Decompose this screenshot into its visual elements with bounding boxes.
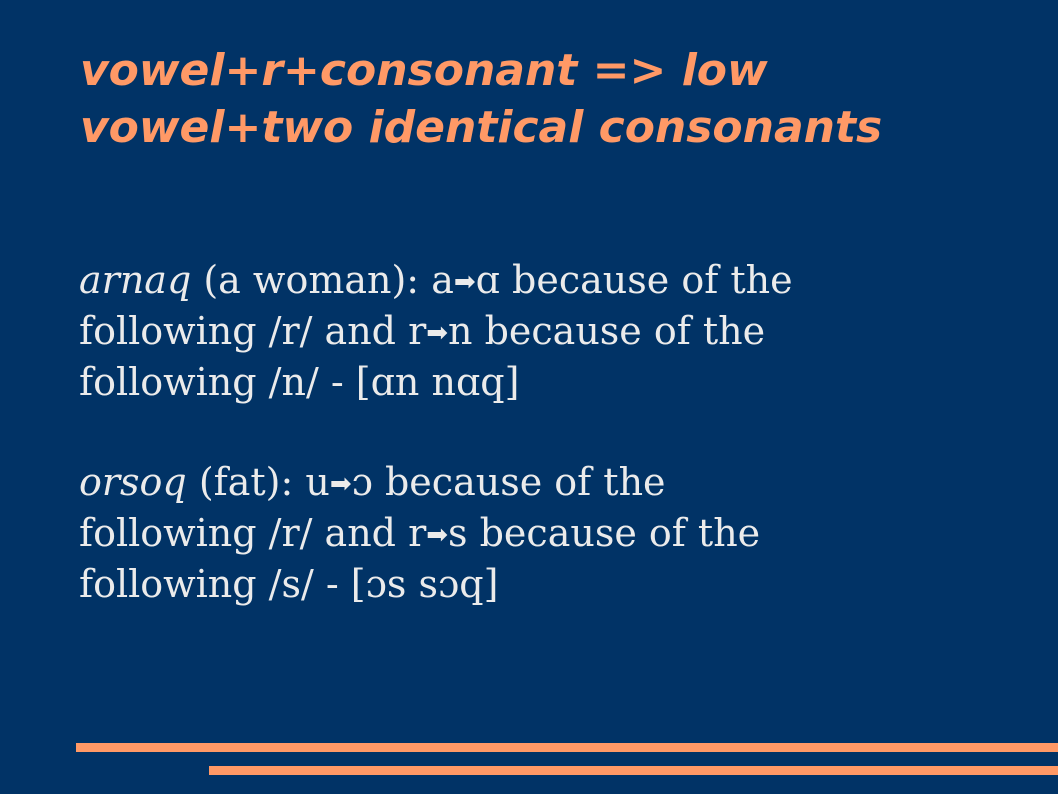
example-gloss: (a woman): a <box>191 258 454 302</box>
right-arrow-icon: ➡ <box>329 469 352 499</box>
title-line-1: vowel+r+consonant => low <box>80 45 768 96</box>
example-line-1 <box>79 256 1039 307</box>
example-text: following /r/ and r <box>79 309 427 353</box>
right-arrow-icon: ➡ <box>453 267 476 297</box>
example-change: n because of the <box>448 309 766 353</box>
example-change: ɔ because of the <box>351 460 666 504</box>
example-line-2 <box>79 509 1039 560</box>
example-word: arnaq <box>79 258 192 302</box>
example-change: ɑ because of the <box>475 258 793 302</box>
example-arnaq <box>79 256 1039 407</box>
example-change: s because of the <box>448 511 761 555</box>
example-gloss: (fat): u <box>186 460 330 504</box>
slide-body <box>79 256 1039 609</box>
example-line-1 <box>79 458 1039 509</box>
decorative-bar-top <box>76 743 1058 752</box>
title-line-2: vowel+two identical consonants <box>80 102 883 153</box>
slide-title <box>80 42 882 156</box>
example-orsoq <box>79 458 1039 609</box>
example-text: following /r/ and r <box>79 511 427 555</box>
example-line-2 <box>79 307 1039 358</box>
example-line-3: following /s/ - [ɔs sɔq] <box>79 562 499 606</box>
example-line-3: following /n/ - [ɑn nɑq] <box>79 360 520 404</box>
example-word: orsoq <box>79 460 187 504</box>
decorative-bar-bottom <box>209 766 1058 775</box>
right-arrow-icon: ➡ <box>426 520 449 550</box>
right-arrow-icon: ➡ <box>426 318 449 348</box>
